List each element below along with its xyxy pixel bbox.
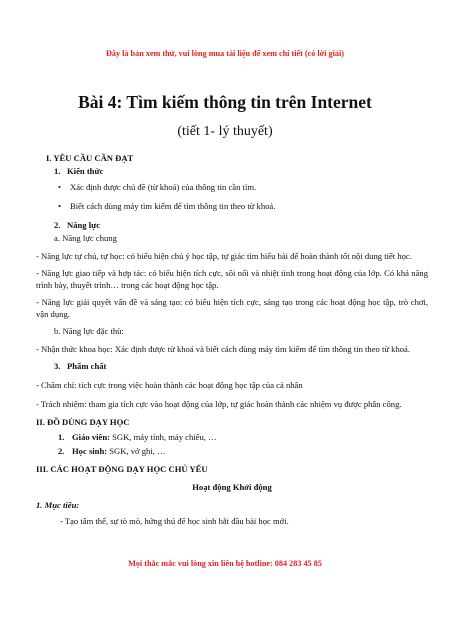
subheading-number: 3.	[54, 361, 61, 371]
section-heading-requirements: I. YÊU CẦU CẦN ĐẠT	[46, 153, 134, 163]
subheading-label: Kiến thức	[67, 166, 104, 176]
list-item	[58, 431, 428, 443]
preview-banner: Đây là bản xem thử, vui lòng mua tài liệu để xem chi tiết (có lời giải)	[105, 49, 344, 58]
paragraph: - Trách nhiệm: tham gia tích cực vào hoạt động của lớp, tự giác hoàn thành các nhiệm vụ được phân công.	[36, 399, 402, 409]
activity-heading: Hoạt động Khởi động	[192, 482, 272, 492]
section-heading-activities: III. CÁC HOẠT ĐỘNG DẠY HỌC CHỦ YẾU	[36, 464, 208, 474]
subheading-ability	[54, 219, 428, 231]
paragraph: - Tạo tâm thế, sự tò mò, hứng thú để học sinh bắt đầu bài học mới.	[60, 516, 289, 526]
list-label: Học sinh:	[72, 446, 108, 456]
goal-heading: 1. Mục tiêu:	[36, 500, 80, 510]
paragraph: - Nhận thức khoa học: Xác định được từ khoá và biết cách dùng máy tìm kiếm để tìm thông tin theo từ khoá.	[36, 344, 411, 354]
knowledge-list	[36, 181, 428, 212]
list-item: • Xác định được chủ đề (từ khoá) của thông tin cần tìm.	[70, 181, 428, 193]
subheading-label: Phẩm chất	[67, 361, 107, 371]
list-label: Giáo viên:	[72, 432, 110, 442]
list-text: SGK, máy tính, máy chiếu, …	[109, 432, 217, 442]
lesson-subtitle: (tiết 1- lý thuyết)	[177, 124, 273, 139]
materials-list	[36, 431, 428, 457]
paragraph: - Năng lực giao tiếp và hợp tác: có biểu hiện tích cực, sôi nổi và nhiệt tình trong hoạt động của lớp. Có khả năng trình bày, thuyết trình… trong các hoạt động học tập.	[36, 268, 428, 290]
specific-ability-label: b. Năng lực đặc thù:	[54, 326, 124, 336]
paragraph: - Năng lực giải quyết vấn đề và sáng tạo: có biểu hiện tích cực, sáng tạo trong các hoạt động học tập, trò chơi, vận dụng.	[36, 297, 428, 319]
list-number: 1.	[58, 432, 65, 442]
subheading-number: 1.	[54, 166, 61, 176]
document-body	[36, 152, 428, 527]
list-item: • Biết cách dùng máy tìm kiếm để tìm thông tin theo từ khoá.	[70, 200, 428, 212]
list-item	[58, 445, 428, 457]
list-number: 2.	[58, 446, 65, 456]
paragraph: - Chăm chỉ: tích cực trong việc hoàn thành các hoạt động học tập của cá nhân	[36, 380, 303, 390]
subheading-number: 2.	[54, 220, 61, 230]
section-heading-materials: II. ĐỒ DÙNG DẠY HỌC	[36, 417, 130, 427]
hotline-banner: Mọi thắc mắc vui lòng xin liên hệ hotline: 084 283 45 85	[128, 559, 322, 568]
subheading-knowledge	[54, 165, 428, 177]
list-text: SGK, vở ghi, …	[107, 446, 166, 456]
lesson-title: Bài 4: Tìm kiếm thông tin trên Internet	[78, 92, 372, 112]
subheading-qualities	[54, 360, 428, 372]
subheading-label: Năng lực	[67, 220, 101, 230]
paragraph: - Năng lực tự chủ, tự học: có biểu hiện chủ ý học tập, tự giác tìm hiểu bài để hoàn thành tốt nội dung tiết học.	[36, 251, 412, 261]
general-ability-label: a. Năng lực chung	[54, 233, 117, 243]
